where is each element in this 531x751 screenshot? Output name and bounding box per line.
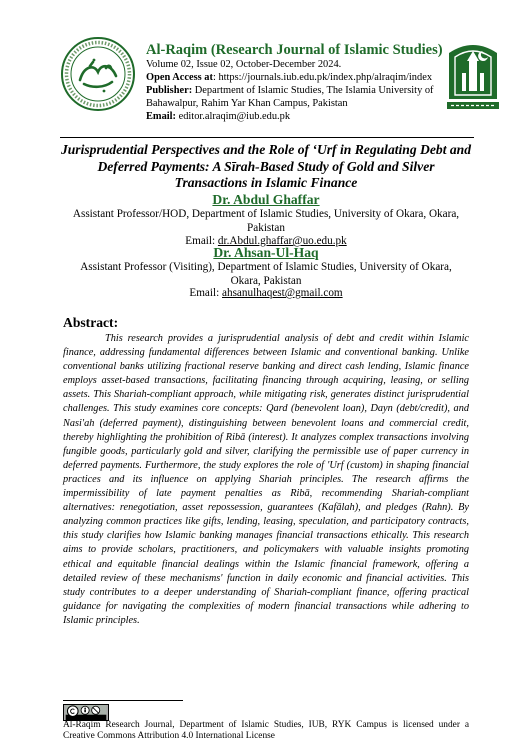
al-raqim-journal-seal-icon <box>60 36 136 112</box>
journal-title: Al-Raqim (Research Journal of Islamic Studies) <box>146 42 443 58</box>
abstract-heading: Abstract: <box>63 315 119 330</box>
journal-header <box>0 0 531 135</box>
author-email-link-2[interactable]: ahsanulhaqest@gmail.com <box>222 287 343 299</box>
license-text: Al-Raqim Research Journal, Department of Islamic Studies, IUB, RYK Campus is licensed under a Creative Commons Attribution 4.0 International License <box>63 720 469 741</box>
author-affiliation-1-line-1: Assistant Professor/HOD, Department of Islamic Studies, University of Okara, Okara, <box>72 208 460 220</box>
open-access-line <box>146 71 432 84</box>
author-email-label-1: Email: <box>185 235 218 247</box>
open-access-link[interactable]: : https://journals.iub.edu.pk/index.php/alraqim/index <box>212 72 433 83</box>
article-title-line-3: Transactions in Islamic Finance <box>174 175 358 190</box>
editor-email[interactable]: editor.alraqim@iub.edu.pk <box>176 111 291 122</box>
author-affiliation-1-line-2: Pakistan <box>247 221 285 234</box>
author-email-link-1[interactable]: dr.Abdul.ghaffar@uo.edu.pk <box>217 235 347 247</box>
author-affiliation-2 <box>56 261 476 288</box>
open-access-label: Open Access at <box>146 72 213 83</box>
author-affiliation-1 <box>56 208 476 235</box>
header-divider <box>60 137 474 138</box>
author-affiliation-2-line-1: Assistant Professor (Visiting), Department of Islamic Studies, University of Okara, <box>80 261 452 273</box>
author-name-2: Dr. Ahsan-Ul-Haq <box>213 245 319 260</box>
author-name-1: Dr. Abdul Ghaffar <box>212 192 320 207</box>
publisher-label: Publisher: <box>146 85 193 96</box>
article-title <box>56 142 476 192</box>
author-email-line-2 <box>56 287 476 299</box>
journal-volume: Volume 02, Issue 02, October-December 2024. <box>146 59 342 70</box>
cc-by-nc-license-icon <box>63 704 109 721</box>
article-title-line-2: Deferred Payments: A Sīrah-Based Study of Gold and Silver <box>97 158 435 174</box>
publisher-value: Department of Islamic Studies, The Islamia University of <box>192 85 434 96</box>
abstract-body: This research provides a jurisprudential analysis of debt and credit within Islamic finance, addressing fundamental differences between Islamic and conventional banking. Unlike conventional banks utilizing fractional reserve banking and direct cash lending, Islamic finance employs asset-based transactions, facilitating financing through acquiring, leasing, or selling assets. This Shariah-compliant approach, while mitigating risk, generates distinct jurisprudential challenges. This study examines core concepts: Qard (benevolent loan), Dayn (debt/credit), and Nasi'ah (deferred payment), distinguishing between benevolent loans and commercial credit, thereby highlighting the prohibition of Ribā (interest). It analyzes complex transactions involving fungible goods, particularly gold and silver, clarifying the permissible use of paper currency in deferred payments. Furthermore, the study explores the role of 'Urf (custom) in shaping financial practices and its influence on applying Shariah principles. The research affirms the impermissibility of late payment penalties as Ribā, recommending Shariah-compliant alternatives: renegotiation, asset repossession, guarantees (Kafālah), and pledges (Rahn). By analyzing common practices like gifts, lending, leasing, speculation, and participatory contracts, this study clarifies how Islamic banking manages financial transactions ethically. This research aims to provide scholars, practitioners, and policymakers with valuable insights promoting ethical and equitable financial dealings within the Islamic financial framework, offering a detailed review of these mechanisms' function in daily economic and financial activities. This study contributes to a deeper understanding of Shariah-compliant finance, offering practical guidance for navigating the complexities of modern financial transactions while adhering to Islamic principles. <box>63 333 469 626</box>
editor-email-line <box>146 110 290 123</box>
publisher-line <box>146 84 434 97</box>
author-affiliation-2-line-2: Okara, Pakistan <box>230 274 302 287</box>
author-email-label-2: Email: <box>189 287 223 299</box>
islamia-university-crest-icon <box>445 39 501 113</box>
article-title-line-1: Jurisprudential Perspectives and the Role of ‘Urf in Regulating Debt and <box>60 142 472 157</box>
editor-email-label: Email: <box>146 111 177 122</box>
footer-divider <box>63 700 183 701</box>
publisher-line-2: Bahawalpur, Rahim Yar Khan Campus, Pakistan <box>146 98 348 109</box>
